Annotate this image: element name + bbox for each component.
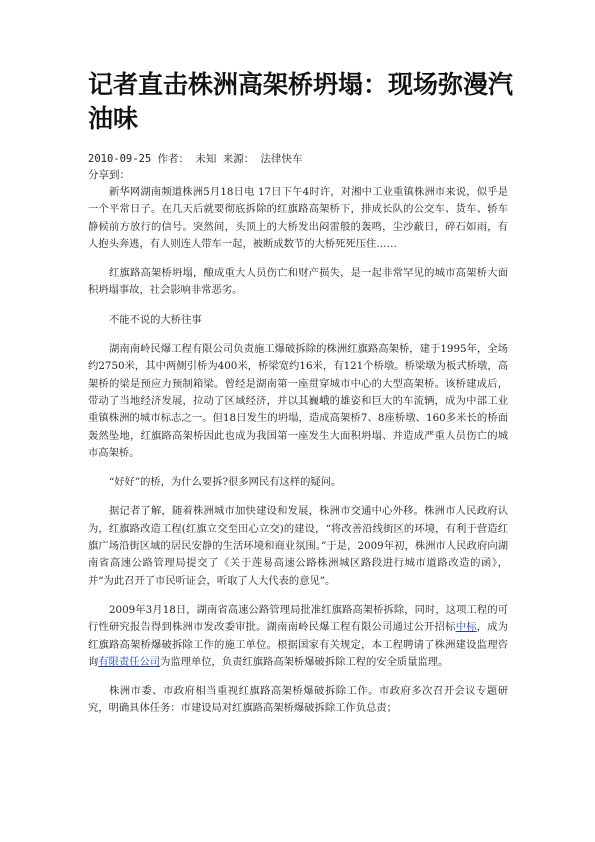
paragraph-7 [88,602,508,671]
paragraph-7-part-b: ，成为红旗路高架桥爆破拆除工作的施工单位。根据国家有关规定，本工程聘请了株洲建设监理咨询 [88,621,509,668]
paragraph-4: 湖南南岭民爆工程有限公司负责施工爆破拆除的株洲红旗路高架桥，建于1995年，全场约2750米，其中两侧引桥为400米，桥梁宽约16米，有121个桥墩。桥梁墩为板式桥墩，高架桥的梁是预应力预制箱梁。曾经是湖南第一座贯穿城市中心的大型高架桥。该桥建成后，带动了当地经济发展，拉动了区域经济，并以其巍峨的雄姿和巨大的车流辆，成为中部工业重镇株洲的城市标志之一。但18日发生的坍塌，造成高架桥7、8座桥墩、160多米长的桥面轰然坠地，红旗路高架桥因此也成为我国第一座发生大面积坍塌、并造成严重人员伤亡的城市高架桥。 [88,343,508,459]
paragraph-7-part-a: 2009年3月18日，湖南省高速公路管理局批准红旗路高架桥拆除，同时，这项工程的可行性研究报告得到株洲市发改委审批。湖南南岭民爆工程有限公司通过公开招标 [88,603,508,634]
paragraph-5: “好好”的桥，为什么要拆?很多网民有这样的疑问。 [109,476,342,489]
paragraph-7-part-c: 为监理单位，负责红旗路高架桥爆破拆除工程的安全质量监理。 [160,655,449,668]
paragraph-6: 据记者了解，随着株洲城市加快建设和发展，株洲市交通中心外移。株洲市人民政府认为，红旗路改造工程(红旗立交至田心立交)的建设，“将改善沿线街区的环境，有利于营造红旗广场沿街区域的居民安静的生活环境和商业氛围。”于是，2009年初，株洲市人民政府向湖南省高速公路管理局提交了《关于莲易高速公路株洲城区路段进行城市道路改造的函》，并“为此召开了市民听证会，听取了人大代表的意见”。 [88,505,508,587]
bid-link[interactable]: 中标 [455,621,477,634]
article-date: 2010-09-25 [88,153,152,165]
author-label: 作者： [157,153,190,165]
paragraph-8: 株洲市委、市政府相当重视红旗路高架桥爆破拆除工作。市政府多次召开会议专题研究，明确具体任务：市建设局对红旗路高架桥爆破拆除工作负总责； [88,685,508,715]
article-title: 记者直击株洲高架桥坍塌：现场弥漫汽油味 [88,70,514,133]
share-label: 分享到： [88,169,130,181]
author-name: 未知 [195,153,217,165]
paragraph-2: 红旗路高架桥坍塌，酿成重大人员伤亡和财产损失，是一起非常罕见的城市高架桥大面积坍塌事故，社会影响非常恶劣。 [88,267,508,297]
source-name: 法律快车 [260,153,303,165]
company-link[interactable]: 有限责任公司 [98,655,161,668]
article-body [88,184,508,730]
paragraph-1: 新华网湖南频道株洲5月18日电 17日下午4时许，对湘中工业重镇株洲市来说，似乎是一个平常日子。在几天后就要彻底拆除的红旗路高架桥下，排成长队的公交车、货车、轿车静候前方放行的信号。突然间，头顶上的大桥发出闷雷般的轰鸣，尘沙蔽日，碎石如雨，有人抱头奔逃，有人则连人带车一起，被断成数节的大桥死死压住…… [88,186,508,250]
section-subheading: 不能不说的大桥往事 [109,313,202,326]
byline [88,151,518,167]
article-meta [88,151,518,183]
source-label: 来源： [222,153,255,165]
